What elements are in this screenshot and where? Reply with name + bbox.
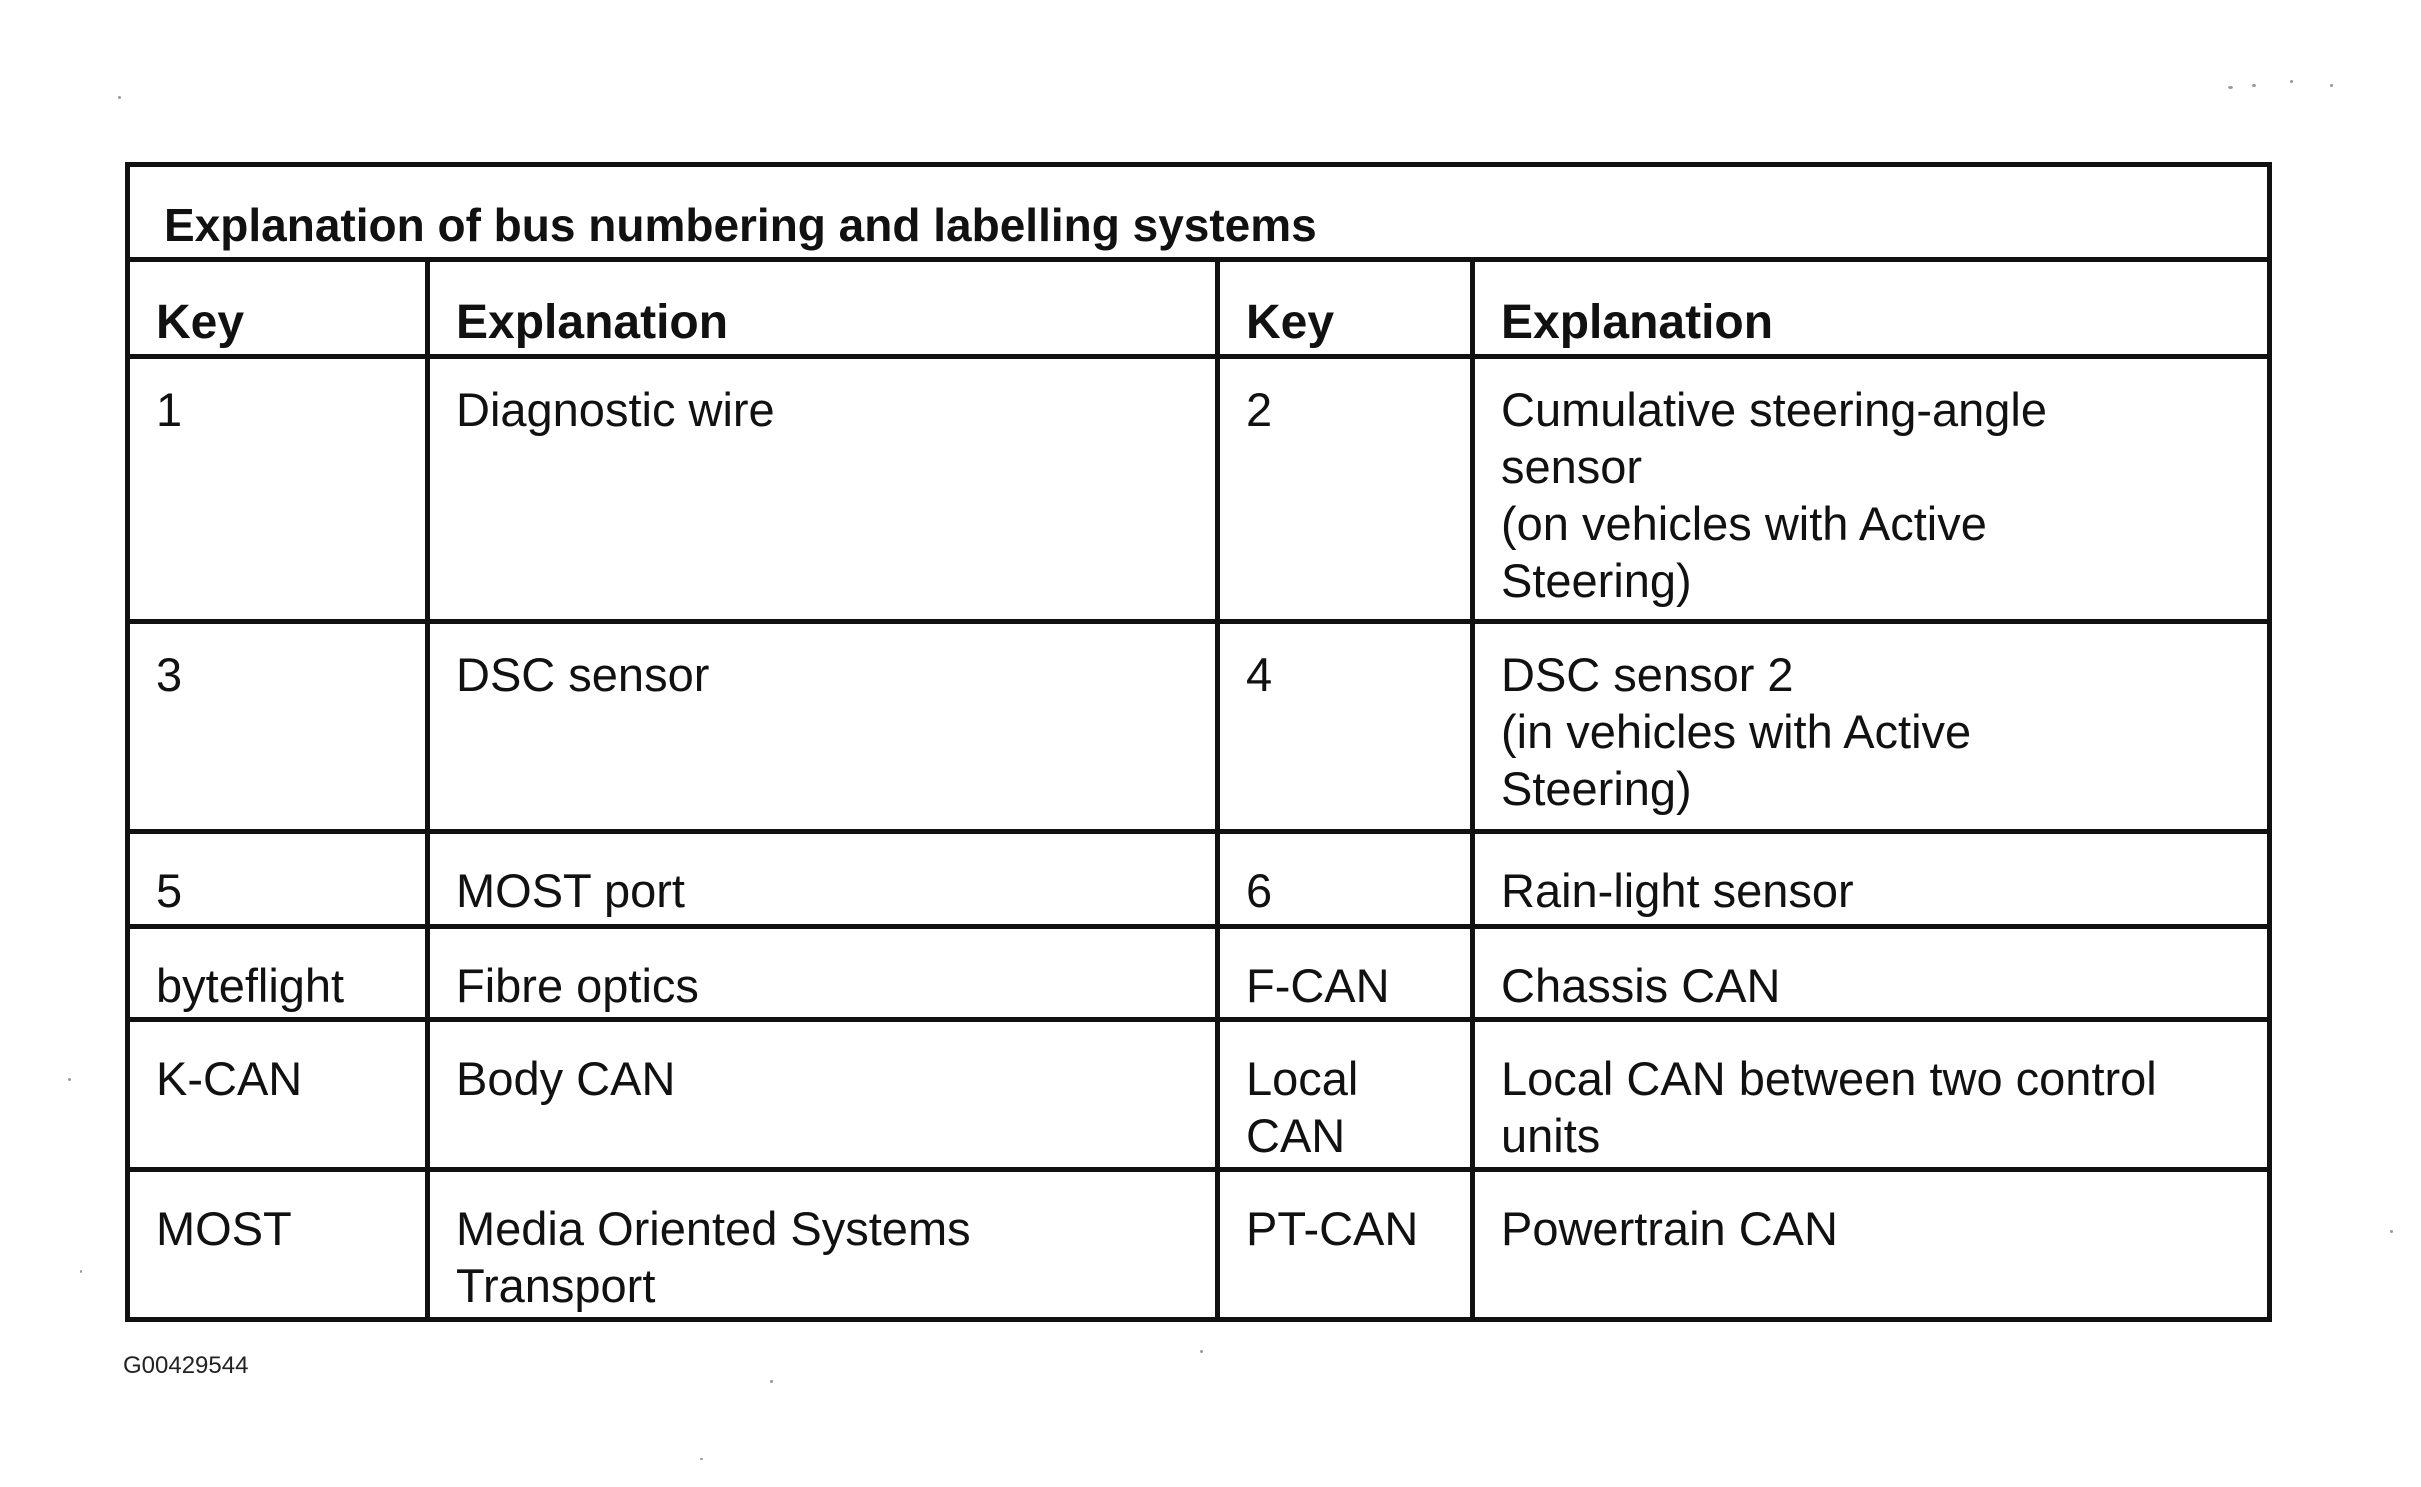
- explanation-cell: [1473, 1170, 2270, 1320]
- header-key-1: Key: [128, 260, 428, 357]
- scan-speck: [68, 1078, 71, 1081]
- key-cell: [128, 357, 428, 622]
- explanation-text: Powertrain CAN: [1501, 1202, 1838, 1255]
- key-text: 5: [156, 864, 183, 917]
- explanation-cell: [1473, 622, 2270, 832]
- figure-id: G00429544: [123, 1352, 249, 1379]
- key-text: MOST: [156, 1202, 292, 1255]
- key-text: 4: [1246, 648, 1273, 701]
- scan-speck: [2228, 86, 2233, 89]
- explanation-cell: [428, 832, 1218, 927]
- key-cell: [128, 1170, 428, 1320]
- key-text: 2: [1246, 383, 1273, 436]
- key-cell: [1218, 1170, 1473, 1320]
- key-cell: [128, 927, 428, 1020]
- key-cell: [1218, 832, 1473, 927]
- explanation-cell: [1473, 832, 2270, 927]
- key-cell: [128, 622, 428, 832]
- explanation-text: Media Oriented Systems Transport: [456, 1202, 971, 1312]
- table-row: [128, 927, 2270, 1020]
- explanation-text: Cumulative steering-angle sensor (on vehicles with Active Steering): [1501, 383, 2048, 607]
- scan-speck: [2252, 84, 2256, 87]
- table-row: [128, 1170, 2270, 1320]
- explanation-cell: [428, 927, 1218, 1020]
- header-explanation-2: Explanation: [1473, 260, 2270, 357]
- key-text: 1: [156, 383, 183, 436]
- table-header-row: [128, 260, 2270, 357]
- key-text: 6: [1246, 864, 1273, 917]
- key-text: K-CAN: [156, 1052, 303, 1105]
- table-row: [128, 357, 2270, 622]
- key-text: F-CAN: [1246, 959, 1390, 1012]
- explanation-text: Diagnostic wire: [456, 383, 775, 436]
- explanation-cell: [1473, 927, 2270, 1020]
- table-row: [128, 832, 2270, 927]
- key-cell: [128, 832, 428, 927]
- scan-speck: [2290, 80, 2293, 83]
- scan-speck: [118, 96, 121, 99]
- explanation-text: Chassis CAN: [1501, 959, 1781, 1012]
- explanation-text: Local CAN between two control units: [1501, 1052, 2157, 1162]
- explanation-cell: [428, 357, 1218, 622]
- explanation-text: MOST port: [456, 864, 685, 917]
- key-text: 3: [156, 648, 183, 701]
- scan-speck: [80, 1270, 82, 1273]
- table-row: [128, 1020, 2270, 1170]
- scan-speck: [2390, 1230, 2393, 1233]
- key-text: byteflight: [156, 959, 345, 1012]
- scan-speck: [2330, 84, 2333, 87]
- scan-speck: [700, 1458, 703, 1460]
- table-title-row: [128, 165, 2270, 260]
- table-title: Explanation of bus numbering and labelling systems: [128, 165, 2270, 260]
- key-cell: [1218, 927, 1473, 1020]
- key-cell: [1218, 622, 1473, 832]
- key-text: Local CAN: [1246, 1052, 1359, 1162]
- explanation-text: Fibre optics: [456, 959, 699, 1012]
- explanation-cell: [1473, 1020, 2270, 1170]
- explanation-cell: [1473, 357, 2270, 622]
- explanation-text: DSC sensor: [456, 648, 710, 701]
- key-cell: [1218, 1020, 1473, 1170]
- key-cell: [128, 1020, 428, 1170]
- key-text: PT-CAN: [1246, 1202, 1419, 1255]
- explanation-cell: [428, 1170, 1218, 1320]
- explanation-text: DSC sensor 2 (in vehicles with Active Steering): [1501, 648, 1972, 815]
- explanation-cell: [428, 1020, 1218, 1170]
- scan-speck: [1200, 1350, 1203, 1353]
- explanation-cell: [428, 622, 1218, 832]
- header-explanation-1: Explanation: [428, 260, 1218, 357]
- header-key-2: Key: [1218, 260, 1473, 357]
- table-row: [128, 622, 2270, 832]
- bus-labelling-table: [125, 162, 2272, 1322]
- explanation-text: Body CAN: [456, 1052, 676, 1105]
- key-cell: [1218, 357, 1473, 622]
- scan-speck: [770, 1380, 773, 1383]
- explanation-text: Rain-light sensor: [1501, 864, 1854, 917]
